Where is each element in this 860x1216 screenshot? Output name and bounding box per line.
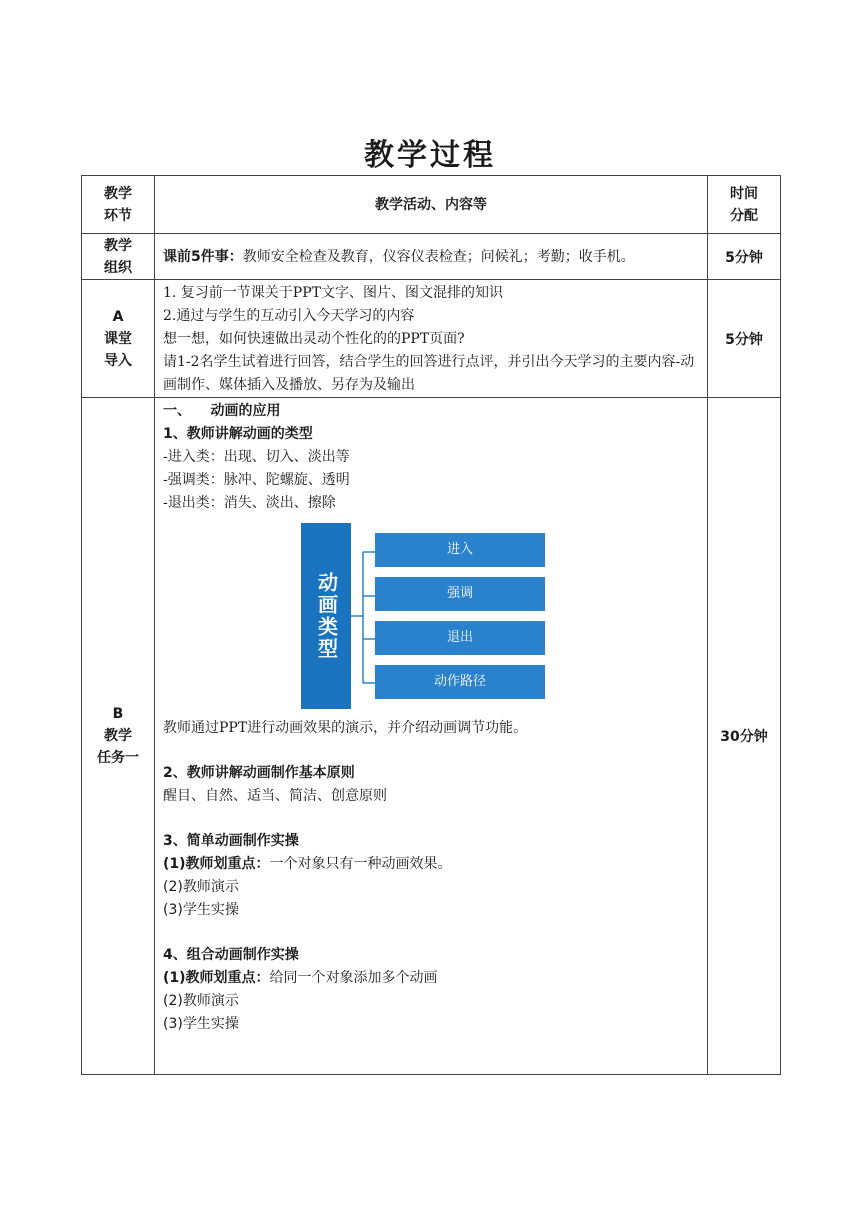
header-time-line: 时间 [730, 185, 758, 202]
subsection-title: 2、教师讲解动画制作基本原则 [163, 765, 355, 781]
lead-text: 教师安全检查及教育，仪容仪表检查；问候礼；考勤；收手机。 [242, 249, 635, 265]
header-time-line: 分配 [730, 207, 758, 224]
stage-line: 课堂 [104, 330, 132, 347]
teaching-process-table [81, 175, 781, 1075]
stage-cell [82, 398, 155, 1075]
diagram-item-exit: 退出 [375, 621, 545, 655]
time-cell: 5分钟 [708, 280, 781, 398]
activity-cell [155, 280, 708, 398]
stage-line: 组织 [104, 259, 132, 276]
diagram-main-box [301, 523, 351, 709]
activity-line: 1. 复习前一节课关于PPT文字、图片、图文混排的知识 [163, 285, 503, 301]
header-stage-line: 教学 [104, 185, 132, 202]
spacer [163, 922, 701, 944]
bold-lead: (1)教师划重点： [163, 970, 270, 986]
table-header-row [82, 176, 781, 234]
spacer [163, 808, 701, 830]
stage-cell [82, 234, 155, 280]
table-row [82, 398, 781, 1075]
page-title: 教学过程 [364, 138, 496, 173]
animation-types-diagram [301, 523, 551, 709]
diagram-item-enter: 进入 [375, 533, 545, 567]
activity-line: -强调类：脉冲、陀螺旋、透明 [163, 472, 350, 488]
activity-cell [155, 234, 708, 280]
time-cell: 5分钟 [708, 234, 781, 280]
activity-line: 2.通过与学生的互动引入今天学习的内容 [163, 308, 415, 324]
subsection-title: 4、组合动画制作实操 [163, 947, 299, 963]
header-activity: 教学活动、内容等 [155, 176, 708, 234]
activity-line: (3)学生实操 [163, 1016, 239, 1032]
diagram-item-emphasis: 强调 [375, 577, 545, 611]
activity-cell [155, 398, 708, 1075]
stage-line: 教学 [104, 728, 132, 744]
header-time [708, 176, 781, 234]
subsection-title: 3、简单动画制作实操 [163, 833, 299, 849]
stage-line: A [112, 308, 124, 325]
table-row [82, 234, 781, 280]
stage-line: 任务一 [97, 750, 139, 766]
spacer [163, 740, 701, 762]
activity-line [163, 853, 701, 876]
activity-line: 教师通过PPT进行动画效果的演示，并介绍动画调节功能。 [163, 720, 528, 736]
diagram-main-label: 动画类型 [314, 572, 339, 660]
activity-line: 想一想，如何快速做出灵动个性化的的PPT页面? [163, 331, 465, 347]
activity-line [163, 967, 701, 990]
diagram-item-motion-path: 动作路径 [375, 665, 545, 699]
activity-line: (2)教师演示 [163, 879, 239, 895]
activity-line: (2)教师演示 [163, 993, 239, 1009]
activity-line: -进入类：出现、切入、淡出等 [163, 449, 350, 465]
activity-line: -退出类：消失、淡出、擦除 [163, 495, 336, 511]
table-row [82, 280, 781, 398]
activity-line: 请1-2名学生试着进行回答，结合学生的回答进行点评，并引出今天学习的主要内容-动画制作、媒体插入及播放、另存为及输出 [163, 354, 695, 393]
lead-text: 给同一个对象添加多个动画 [269, 970, 438, 986]
lead-text: 一个对象只有一种动画效果。 [269, 856, 452, 872]
stage-line: B [112, 706, 124, 722]
subsection-title: 1、教师讲解动画的类型 [163, 426, 313, 442]
activity-line: (3)学生实操 [163, 902, 239, 918]
section-title: 一、 动画的应用 [163, 403, 281, 419]
bold-lead: (1)教师划重点： [163, 856, 270, 872]
header-stage [82, 176, 155, 234]
stage-line: 教学 [104, 237, 132, 254]
bold-lead: 课前5件事： [163, 249, 243, 265]
activity-line: 醒目、自然、适当、简洁、创意原则 [163, 788, 387, 804]
header-stage-line: 环节 [104, 207, 132, 224]
stage-cell [82, 280, 155, 398]
activity-text [163, 246, 701, 269]
time-cell: 30分钟 [708, 398, 781, 1075]
stage-line: 导入 [104, 352, 132, 369]
